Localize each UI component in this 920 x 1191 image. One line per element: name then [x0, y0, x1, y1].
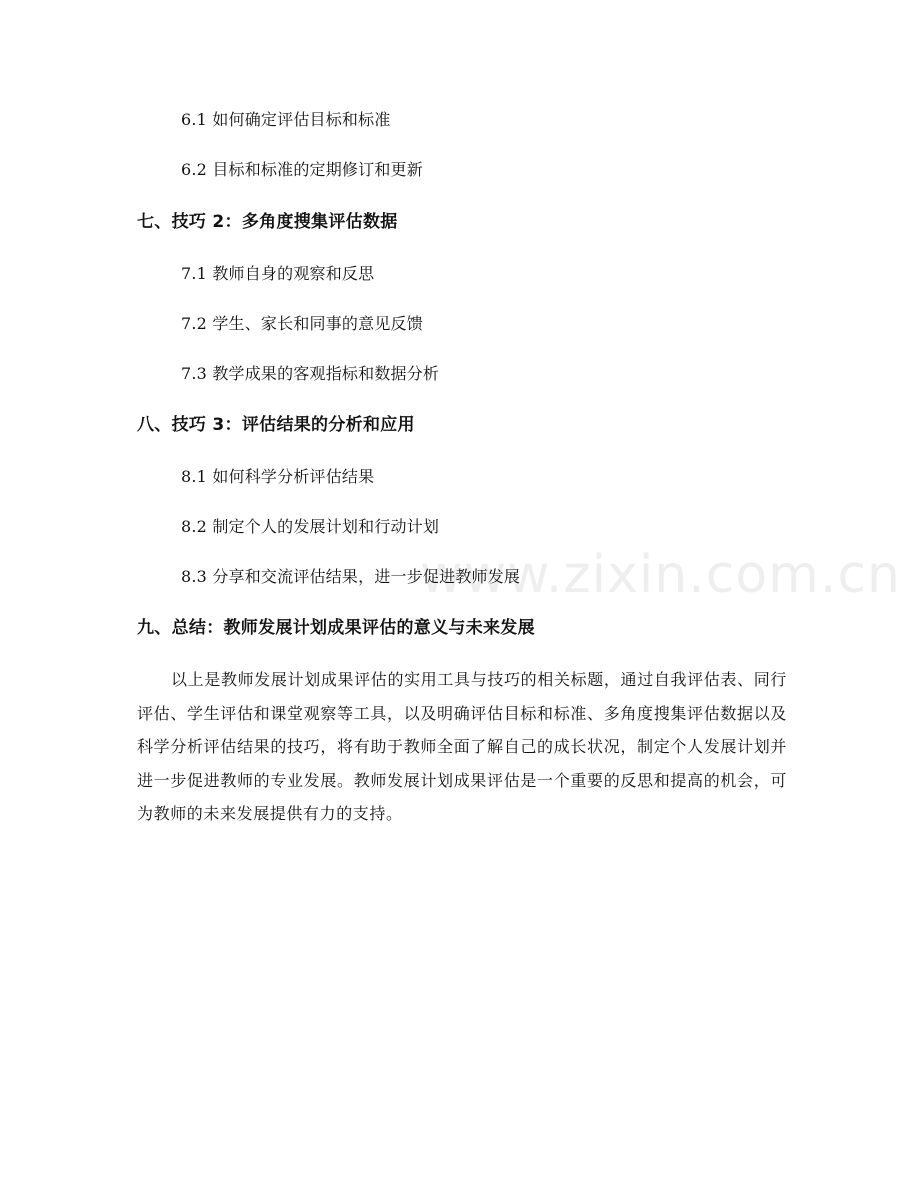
subsection-7-1: 7.1 教师自身的观察和反思 — [181, 264, 375, 283]
section-heading-9: 九、总结：教师发展计划成果评估的意义与未来发展 — [137, 618, 535, 638]
subsection-7-2: 7.2 学生、家长和同事的意见反馈 — [181, 314, 423, 333]
subsection-6-2: 6.2 目标和标准的定期修订和更新 — [181, 160, 423, 179]
subsection-8-1: 8.1 如何科学分析评估结果 — [181, 467, 375, 486]
watermark-text: www.zixin.com.cn — [420, 545, 901, 605]
section-heading-7: 七、技巧 2：多角度搜集评估数据 — [137, 212, 398, 232]
section-heading-8: 八、技巧 3：评估结果的分析和应用 — [137, 415, 415, 435]
subsection-8-3: 8.3 分享和交流评估结果，进一步促进教师发展 — [181, 567, 521, 586]
subsection-8-2: 8.2 制定个人的发展计划和行动计划 — [181, 517, 440, 536]
subsection-7-3: 7.3 教学成果的客观指标和数据分析 — [181, 364, 440, 383]
subsection-6-1: 6.1 如何确定评估目标和标准 — [181, 110, 391, 129]
conclusion-paragraph: 以上是教师发展计划成果评估的实用工具与技巧的相关标题，通过自我评估表、同行评估、学生评估和课堂观察等工具，以及明确评估目标和标准、多角度搜集评估数据以及科学分析评估结果的技巧，将有助于教师全面了解自己的成长状况，制定个人发展计划并进一步促进教师的专业发展。教师发展计划成果评估是一个重要的反思和提高的机会，可为教师的未来发展提供有力的支持。 — [137, 670, 787, 823]
